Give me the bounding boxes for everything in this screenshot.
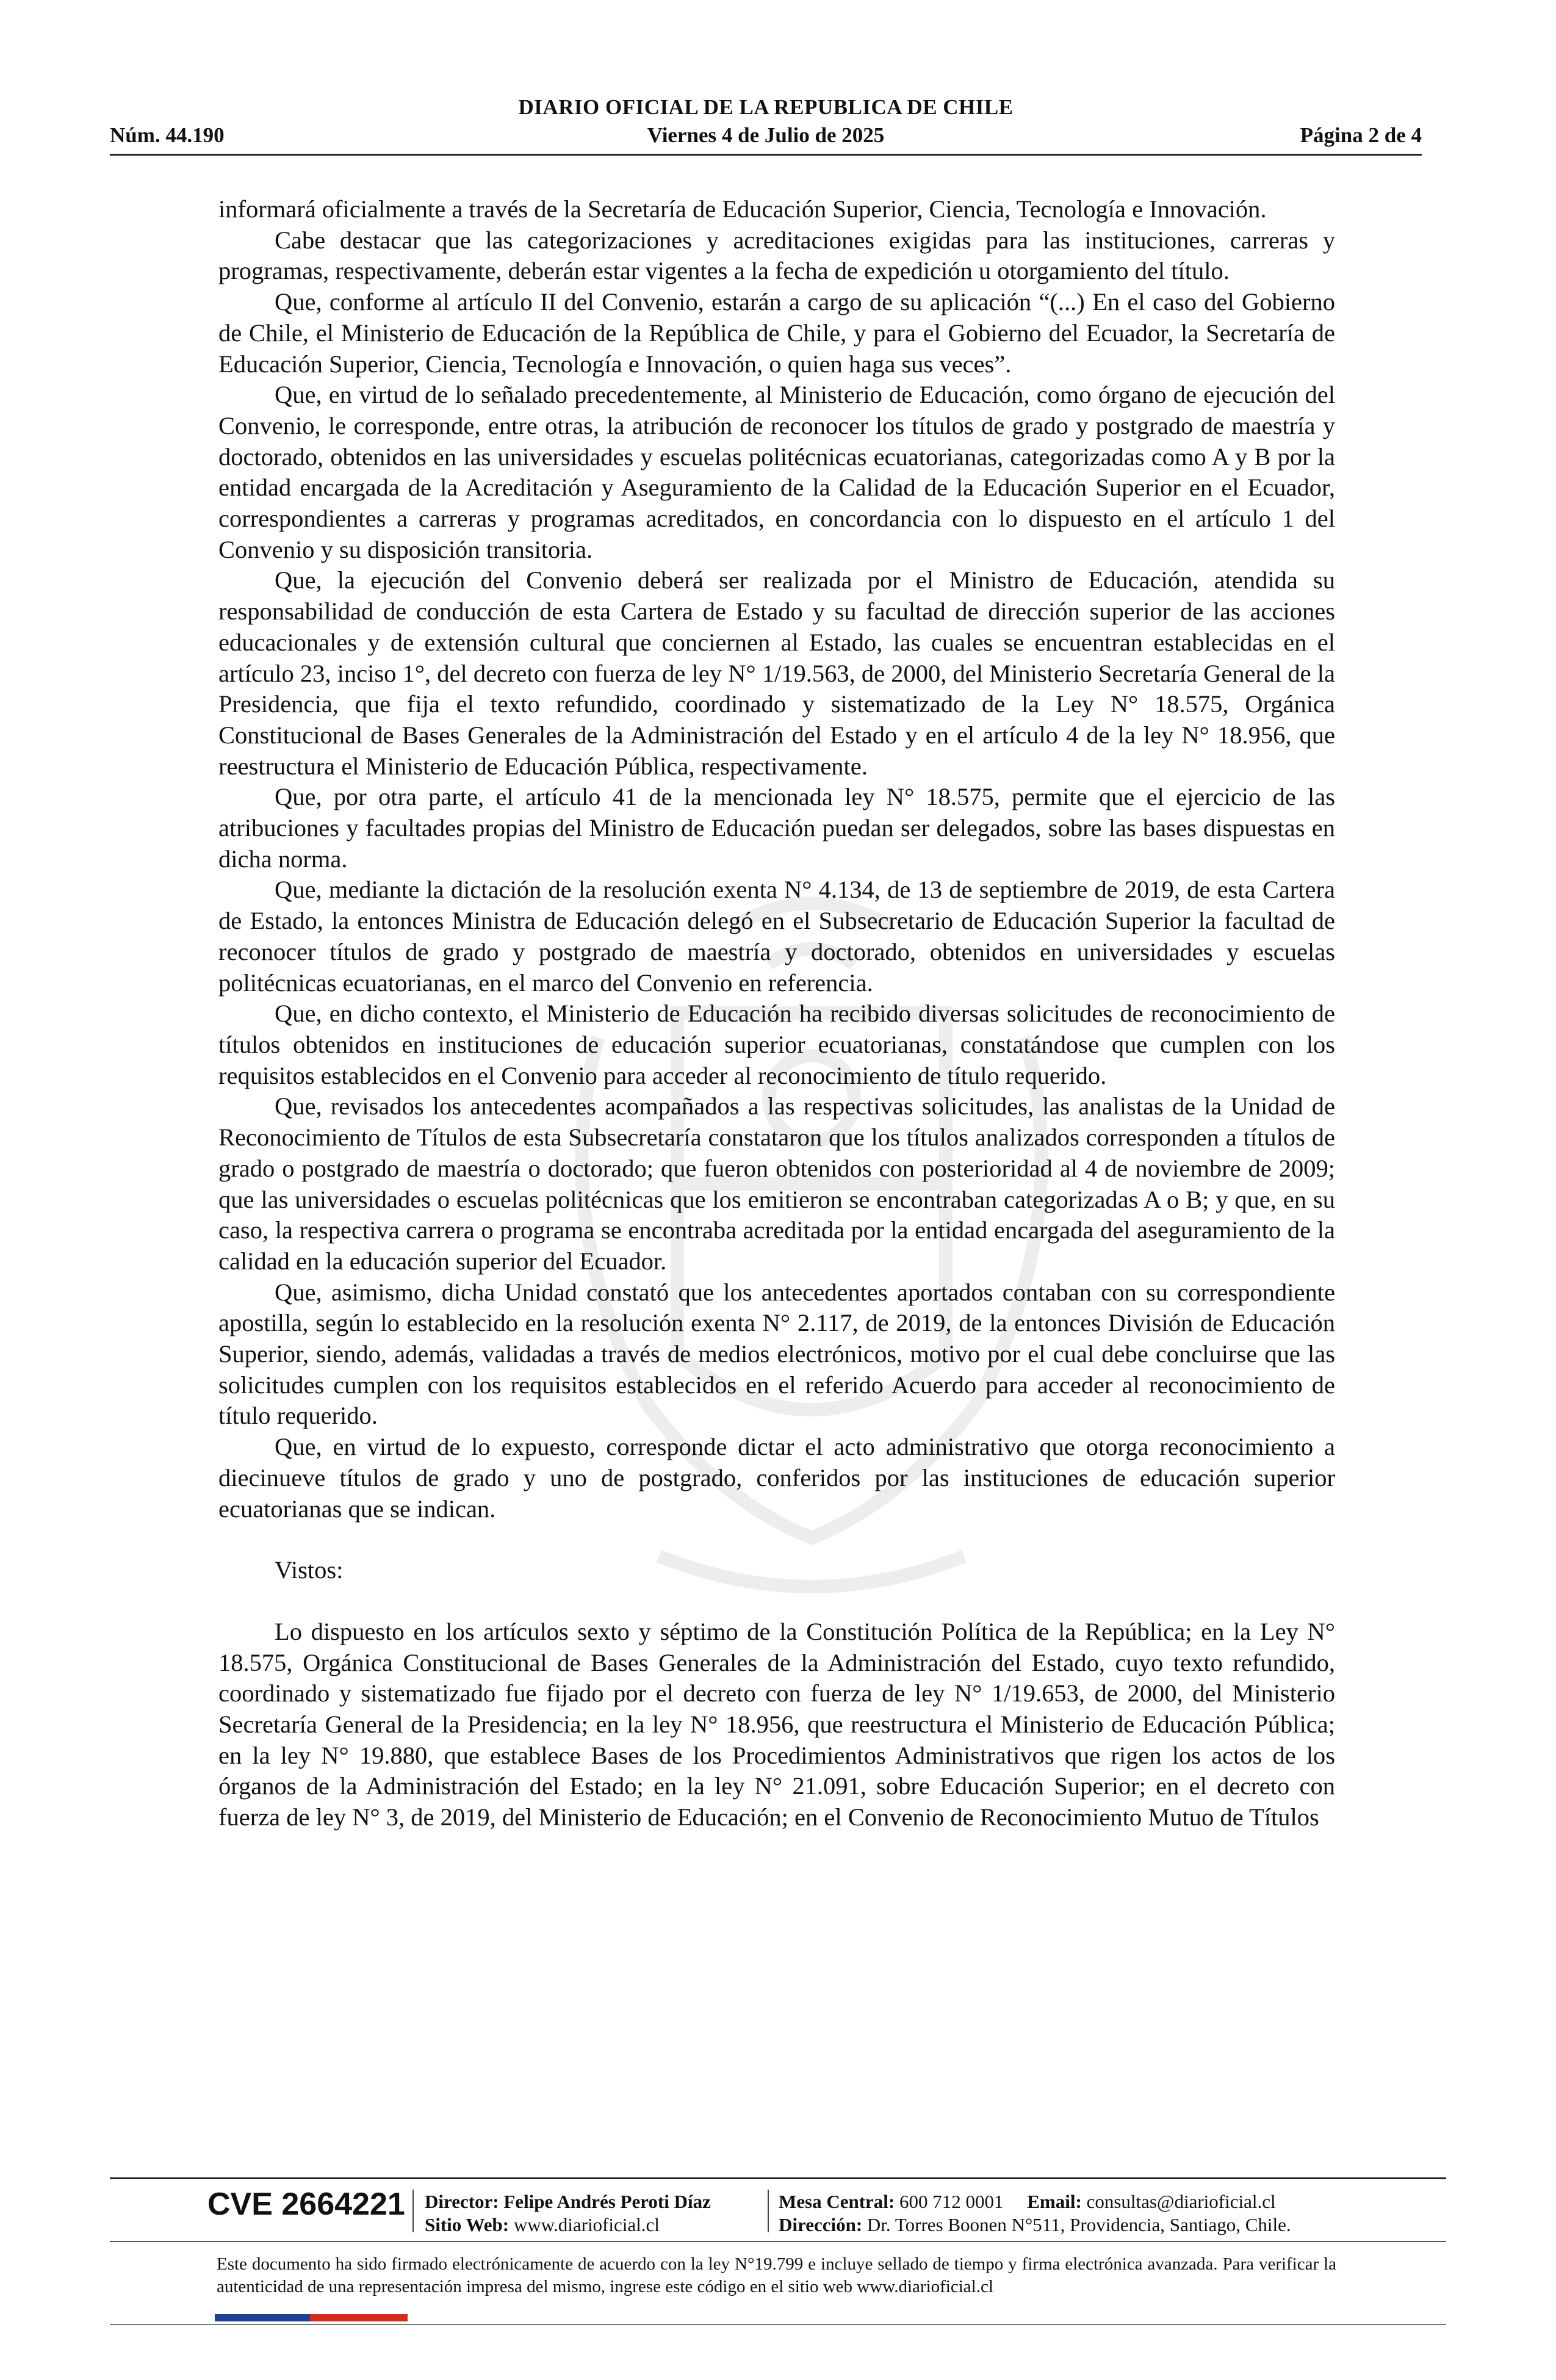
footer-divider-mid xyxy=(110,2241,1446,2242)
email-label: Email: xyxy=(1027,2191,1082,2212)
footer-divider-bottom xyxy=(110,2324,1446,2325)
mesa-central-label: Mesa Central: xyxy=(779,2191,895,2212)
director-name: Felipe Andrés Peroti Díaz xyxy=(503,2191,711,2212)
footer-divider-top xyxy=(110,2177,1446,2179)
address-label: Dirección: xyxy=(779,2214,863,2235)
issue-date: Viernes 4 de Julio de 2025 xyxy=(647,123,885,147)
footer-separator xyxy=(768,2190,769,2232)
publication-title: DIARIO OFICIAL DE LA REPUBLICA DE CHILE xyxy=(518,95,1014,119)
paragraph: Que, en virtud de lo expuesto, corresponde dictar el acto administrativo que otorga reconocimiento a diecinueve títulos de grado y uno de postgrado, conferidos por las instituciones de educación superior ecuatorianas que se indican. xyxy=(218,1433,1335,1523)
paragraph: Que, asimismo, dicha Unidad constató que los antecedentes aportados contaban con su correspondiente apostilla, según lo establecido en la resolución exenta N° 2.117, de 2019, de la entonces División de Educación Superior, siendo, además, validadas a través de medios electrónicos, motivo por el cual debe concluirse que las solicitudes cumplen con los requisitos establecidos en el referido Acuerdo para acceder al reconocimiento de título requerido. xyxy=(218,1278,1335,1430)
footer-director-block xyxy=(425,2190,711,2237)
issue-number: Núm. 44.190 xyxy=(110,123,225,147)
director-label: Director: xyxy=(425,2191,499,2212)
paragraph: informará oficialmente a través de la Secretaría de Educación Superior, Ciencia, Tecnología e Innovación. xyxy=(218,195,1267,223)
page-header xyxy=(110,92,1422,153)
paragraph: Que, revisados los antecedentes acompañados a las respectivas solicitudes, las analistas de la Unidad de Reconocimiento de Títulos de esta Subsecretaría constataron que los títulos analizados corresponden a títulos de grado o postgrado de maestría o doctorado; que fueron obtenidos con posterioridad al 4 de noviembre de 2009; que las universidades o escuelas politécnicas que los emitieron se encontraban categorizadas A o B; y que, en su caso, la respectiva carrera o programa se encontraba acreditada por la entidad encargada del aseguramiento de la calidad en la educación superior del Ecuador. xyxy=(218,1092,1335,1275)
website-label: Sitio Web: xyxy=(425,2214,510,2235)
mesa-central-phone: 600 712 0001 xyxy=(899,2191,1004,2212)
paragraph: Que, en dicho contexto, el Ministerio de Educación ha recibido diversas solicitudes de reconocimiento de títulos obtenidos en instituciones de educación superior ecuatorianas, constatándose que cumplen con los requisitos establecidos en el Convenio para acceder al reconocimiento de título requerido. xyxy=(218,1000,1335,1089)
document-body xyxy=(218,194,1335,1833)
paragraph: Que, por otra parte, el artículo 41 de la mencionada ley N° 18.575, permite que el ejercicio de las atribuciones y facultades propias del Ministro de Educación puedan ser delegados, sobre las bases dispuestas en dicha norma. xyxy=(218,783,1335,873)
flag-stripe-blue xyxy=(215,2314,310,2321)
email-link[interactable]: consultas@diarioficial.cl xyxy=(1086,2191,1276,2212)
address-value: Dr. Torres Boonen N°511, Providencia, Santiago, Chile. xyxy=(866,2214,1291,2235)
paragraph: Que, la ejecución del Convenio deberá ser realizada por el Ministro de Educación, atendida su responsabilidad de conducción de esta Cartera de Estado y su facultad de dirección superior de las acciones educacionales y de extensión cultural que conciernen al Estado, las cuales se encuentran establecidas en el artículo 23, inciso 1°, del decreto con fuerza de ley N° 1/19.563, de 2000, del Ministerio Secretaría General de la Presidencia, que fija el texto refundido, coordinado y sistematizado de la Ley N° 18.575, Orgánica Constitucional de Bases Generales de la Administración del Estado y en el artículo 4 de la ley N° 18.956, que reestructura el Ministerio de Educación Pública, respectivamente. xyxy=(218,566,1335,780)
paragraph: Que, conforme al artículo II del Convenio, estarán a cargo de su aplicación “(...) En el caso del Gobierno de Chile, el Ministerio de Educación de la República de Chile, y para el Gobierno del Ecuador, la Secretaría de Educación Superior, Ciencia, Tecnología e Innovación, o quien haga sus veces”. xyxy=(218,288,1335,378)
vistos-heading: Vistos: xyxy=(275,1556,344,1584)
footer-contact-block xyxy=(779,2190,1291,2237)
flag-stripe-red xyxy=(310,2314,408,2321)
paragraph: Que, mediante la dictación de la resolución exenta N° 4.134, de 13 de septiembre de 2019, de esta Cartera de Estado, la entonces Ministra de Educación delegó en el Subsecretario de Educación Superior la facultad de reconocer títulos de grado y postgrado de maestría y doctorado, obtenidos en universidades y escuelas politécnicas ecuatorianas, en el marco del Convenio en referencia. xyxy=(218,876,1335,997)
electronic-signature-notice: Este documento ha sido firmado electrónicamente de acuerdo con la ley N°19.799 e incluye sellado de tiempo y firma electrónica avanzada. Para verificar la autenticidad de una representación impresa del mismo, ingrese este código en el sitio web www.diarioficial.cl xyxy=(217,2254,1336,2296)
footer-separator xyxy=(412,2190,414,2232)
vistos-paragraph: Lo dispuesto en los artículos sexto y séptimo de la Constitución Política de la República; en la Ley N° 18.575, Orgánica Constitucional de Bases Generales de la Administración del Estado, cuyo texto refundido, coordinado y sistematizado fue fijado por el decreto con fuerza de ley N° 1/19.653, de 2000, del Ministerio Secretaría General de la Presidencia; en la ley N° 18.956, que reestructura el Ministerio de Educación Pública; en la ley N° 19.880, que establece Bases de los Procedimientos Administrativos que rigen los actos de los órganos de la Administración del Estado; en la ley N° 21.091, sobre Educación Superior; en el decreto con fuerza de ley N° 3, de 2019, del Ministerio de Educación; en el Convenio de Reconocimiento Mutuo de Títulos xyxy=(218,1617,1335,1831)
paragraph: Que, en virtud de lo señalado precedentemente, al Ministerio de Educación, como órgano de ejecución del Convenio, le corresponde, entre otras, la atribución de reconocer los títulos de grado y postgrado de maestría y doctorado, obtenidos en las universidades y escuelas politécnicas ecuatorianas, categorizadas como A y B por la entidad encargada de la Acreditación y Aseguramiento de la Calidad de la Educación Superior en el Ecuador, correspondientes a carreras y programas acreditados, en concordancia con lo dispuesto en el artículo 1 del Convenio y su disposición transitoria. xyxy=(218,381,1335,563)
cve-code: CVE 2664221 xyxy=(207,2187,405,2222)
page-number: Página 2 de 4 xyxy=(1300,123,1422,147)
website-link[interactable]: www.diarioficial.cl xyxy=(513,2214,660,2235)
paragraph: Cabe destacar que las categorizaciones y acreditaciones exigidas para las instituciones, carreras y programas, respectivamente, deberán estar vigentes a la fecha de expedición u otorgamiento del título. xyxy=(218,226,1335,285)
header-divider xyxy=(110,154,1422,156)
